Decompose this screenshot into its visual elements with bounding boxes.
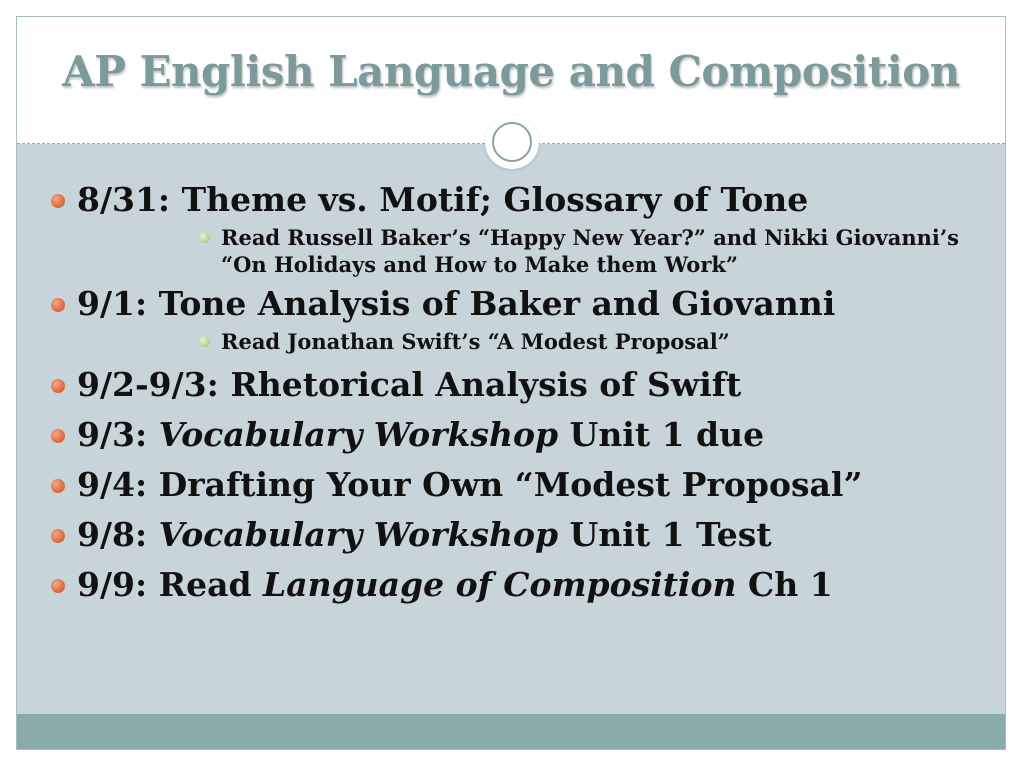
- sub-item: [199, 224, 1001, 278]
- bullet-icon: [51, 379, 65, 393]
- bullet-icon: [51, 298, 65, 312]
- sub-bullet-icon: [199, 336, 210, 347]
- sub-list: [77, 224, 981, 278]
- agenda-list: [51, 180, 981, 605]
- agenda-item-text: 9/2-9/3: Rhetorical Analysis of Swift: [77, 365, 742, 404]
- bullet-icon: [51, 479, 65, 493]
- agenda-item-suffix: Unit 1 Test: [558, 515, 772, 554]
- agenda-item-text: 9/1: Tone Analysis of Baker and Giovanni: [77, 284, 836, 323]
- footer-bar: [17, 714, 1005, 749]
- sub-item-text: Read Jonathan Swift’s “A Modest Proposal”: [221, 329, 730, 354]
- sub-bullet-icon: [199, 232, 210, 243]
- agenda-item-italic: Vocabulary Workshop: [158, 515, 559, 554]
- agenda-item: [51, 465, 981, 505]
- circle-ornament-icon: [485, 115, 539, 169]
- agenda-item-prefix: 9/3:: [77, 415, 159, 454]
- agenda-item-text: 9/4: Drafting Your Own “Modest Proposal”: [77, 465, 863, 504]
- agenda-item: [51, 180, 981, 278]
- agenda-item: [51, 515, 981, 555]
- bullet-icon: [51, 579, 65, 593]
- sub-item-text: Read Russell Baker’s “Happy New Year?” and Nikki Giovanni’s “On Holidays and How to Make them Work”: [221, 225, 960, 277]
- agenda-item-prefix: 9/8:: [77, 515, 159, 554]
- agenda-item-italic: Language of Composition: [263, 565, 737, 604]
- bullet-icon: [51, 429, 65, 443]
- bullet-icon: [51, 529, 65, 543]
- agenda-item: [51, 284, 981, 355]
- agenda-item-text: 8/31: Theme vs. Motif; Glossary of Tone: [77, 180, 809, 219]
- agenda-item: [51, 365, 981, 405]
- agenda-item-suffix: Unit 1 due: [558, 415, 765, 454]
- sub-item: [199, 328, 1001, 355]
- agenda-item-italic: Vocabulary Workshop: [158, 415, 559, 454]
- sub-list: [77, 328, 981, 355]
- slide-title: AP English Language and Composition: [62, 47, 960, 96]
- agenda-item: [51, 415, 981, 455]
- agenda-item-prefix: 9/9: Read: [77, 565, 264, 604]
- bullet-icon: [51, 194, 65, 208]
- agenda-item: [51, 565, 981, 605]
- agenda-item-suffix: Ch 1: [736, 565, 833, 604]
- slide: [16, 16, 1006, 750]
